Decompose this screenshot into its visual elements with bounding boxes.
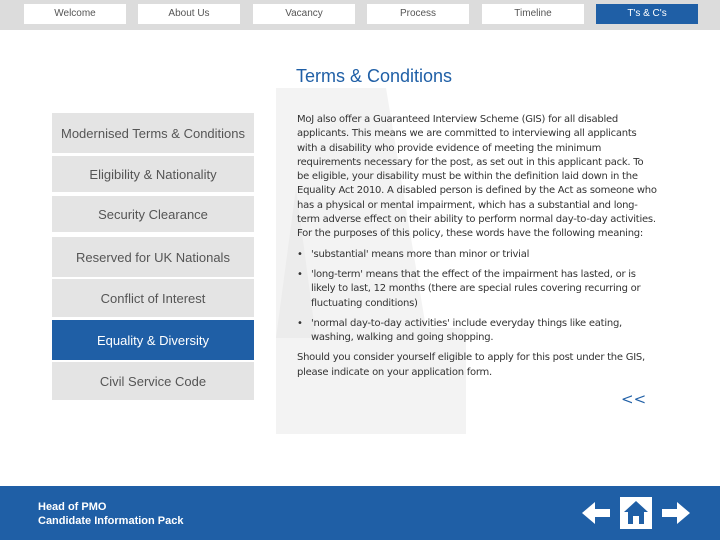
home-icon[interactable] [619, 496, 653, 530]
tab-timeline[interactable]: Timeline [482, 4, 584, 24]
closing-paragraph: Should you consider yourself eligible to apply for this post under the GIS, please indicate on your application form. [297, 352, 645, 378]
sidebar-item-security-clearance[interactable]: Security Clearance [52, 196, 254, 232]
back-link[interactable]: << [621, 390, 647, 408]
page-title: Terms & Conditions [296, 66, 453, 86]
list-item: • 'long-term' means that the effect of the impairment has lasted, or is likely to last, 12 months (there are special rules covering recurring or fluctuating conditions) [297, 268, 641, 309]
footer-subtitle: Candidate Information Pack [38, 515, 184, 527]
tab-process[interactable]: Process [367, 4, 469, 24]
tab-terms-and-conditions[interactable]: T's & C's [596, 4, 698, 24]
sidebar-item-reserved-uk-nationals[interactable]: Reserved for UK Nationals [52, 237, 254, 277]
sidebar-item-civil-service-code[interactable]: Civil Service Code [52, 362, 254, 400]
bullet-icon: • [297, 268, 303, 280]
content-panel [297, 113, 657, 380]
sidebar-item-equality-diversity[interactable]: Equality & Diversity [52, 320, 254, 360]
tab-about-us[interactable]: About Us [138, 4, 240, 24]
tab-vacancy[interactable]: Vacancy [253, 4, 355, 24]
list-item: • 'normal day-to-day activities' include everyday things like eating, washing, walking and going shopping. [297, 317, 622, 344]
sidebar-item-eligibility-nationality[interactable]: Eligibility & Nationality [52, 156, 254, 192]
sidebar-item-conflict-of-interest[interactable]: Conflict of Interest [52, 279, 254, 317]
sidebar-item-modernised-terms[interactable]: Modernised Terms & Conditions [52, 113, 254, 153]
footer-caption [38, 500, 183, 528]
tab-welcome[interactable]: Welcome [24, 4, 126, 24]
intro-paragraph: MoJ also offer a Guaranteed Interview Scheme (GIS) for all disabled applicants. This means we are committed to interviewing all applicants with a disability who provide evidence of meeting the minimum requirements necessary for the post, as set out in this applicant pack. To be eligible, your disability must be within the definition laid down in the Equality Act 2010. A disabled person is defined by the Act as someone who has a physical or mental impairment, which has a substantial and long-term adverse effect on their ability to perform normal day-to-day activities. For the purposes of this policy, these words have the following meaning: [297, 114, 657, 240]
bullet-icon: • [297, 317, 303, 329]
arrow-left-icon[interactable] [580, 496, 612, 530]
list-item: • 'substantial' means more than minor or trivial [297, 248, 657, 262]
top-navigation-bar [0, 0, 720, 30]
bullet-icon: • [297, 248, 303, 260]
footer-title: Head of PMO [38, 501, 107, 513]
arrow-right-icon[interactable] [660, 496, 692, 530]
definitions-list [297, 248, 657, 346]
